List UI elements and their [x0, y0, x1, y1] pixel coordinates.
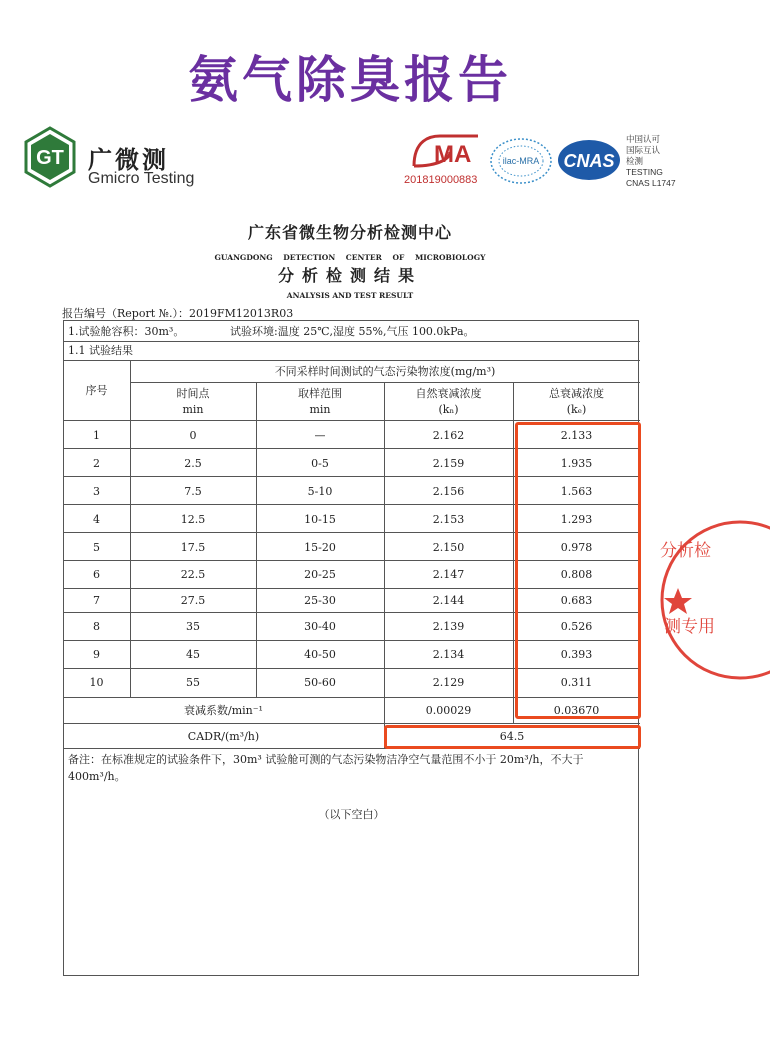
report-title-en: ANALYSIS AND TEST RESULT — [286, 291, 414, 300]
cell-seq: 6 — [93, 568, 100, 581]
seal-text-top: 分析检 — [660, 541, 711, 561]
col-time-unit: min — [182, 403, 204, 416]
logo-text: GT — [36, 147, 64, 169]
cell-natural: 2.134 — [432, 648, 465, 661]
cell-range: 25-30 — [304, 594, 336, 607]
cell-natural: 2.147 — [432, 568, 465, 581]
cell-seq: 8 — [93, 620, 100, 633]
cell-range: 10-15 — [304, 513, 336, 526]
seal-text-bottom: 测专用 — [664, 617, 715, 637]
org-name-cn: 广东省微生物分析检测中心 — [247, 223, 452, 242]
cell-total: 1.563 — [560, 485, 593, 498]
chamber-volume: 1.试验舱容积：30m³。 — [68, 325, 185, 338]
cell-time: 0 — [189, 429, 197, 442]
col-natural: 自然衰减浓度 — [415, 387, 482, 400]
test-environment: 试验环境:温度 25℃,湿度 55%,气压 100.0kPa。 — [230, 325, 475, 338]
cell-time: 45 — [186, 648, 200, 661]
ilac-label: ilac-MRA — [502, 156, 540, 166]
cell-natural: 2.144 — [432, 594, 465, 607]
note-line-1: 备注：在标准规定的试验条件下，30m³ 试验舱可测的气态污染物洁净空气量范围不小于 20m³/h，不大于 — [68, 753, 584, 766]
cell-range: 30-40 — [304, 620, 336, 633]
cnas-logo — [556, 138, 622, 182]
divider — [63, 723, 640, 724]
cell-total: 1.935 — [560, 457, 593, 470]
cell-natural: 2.129 — [432, 676, 465, 689]
cell-seq: 4 — [93, 513, 100, 526]
cell-total: 0.683 — [560, 594, 593, 607]
cma-logo — [410, 132, 484, 170]
cell-time: 12.5 — [180, 513, 206, 526]
cadr-label: CADR/(m³/h) — [187, 730, 260, 743]
brand-name-en: Gmicro Testing — [88, 170, 195, 187]
report-number: 报告编号（Report №.）：2019FM12013R03 — [62, 307, 294, 320]
header-group: 不同采样时间测试的气态污染物浓度(mg/m³) — [274, 365, 496, 378]
col-total-sym: (kₑ) — [566, 403, 587, 416]
cadr-value: 64.5 — [499, 730, 525, 743]
cell-time: 7.5 — [184, 485, 202, 498]
col-seq: 序号 — [85, 384, 108, 397]
cell-total: 0.526 — [560, 620, 593, 633]
cell-time: 55 — [186, 676, 200, 689]
col-total: 总衰减浓度 — [549, 387, 604, 400]
cell-time: 17.5 — [180, 541, 206, 554]
cell-time: 2.5 — [184, 457, 202, 470]
cell-time: 27.5 — [180, 594, 206, 607]
decay-total: 0.03670 — [553, 704, 600, 717]
col-range-unit: min — [309, 403, 331, 416]
ilac-mra-logo — [488, 136, 554, 186]
cell-natural: 2.139 — [432, 620, 465, 633]
gmicro-logo — [24, 126, 76, 188]
cell-total: 0.978 — [560, 541, 593, 554]
org-name-en: GUANGDONG DETECTION CENTER OF MICROBIOLOGY — [214, 253, 486, 262]
cell-total: 0.311 — [560, 676, 593, 689]
brand-name-cn: 广微测 — [88, 146, 169, 174]
divider — [63, 420, 640, 421]
cell-natural: 2.153 — [432, 513, 465, 526]
divider — [63, 341, 640, 342]
cell-range: 50-60 — [304, 676, 336, 689]
decay-label: 衰减系数/min⁻¹ — [184, 704, 263, 717]
cell-natural: 2.150 — [432, 541, 465, 554]
cma-number: 201819000883 — [404, 174, 478, 186]
cell-range: 0-5 — [311, 457, 329, 470]
cell-range: 20-25 — [304, 568, 336, 581]
note-line-2: 400m³/h。 — [68, 770, 126, 783]
divider — [130, 382, 640, 383]
cnas-label: CNAS — [563, 151, 615, 171]
cell-seq: 7 — [93, 594, 100, 607]
col-range: 取样范围 — [298, 387, 342, 400]
total-column-highlight — [515, 422, 641, 719]
cadr-highlight — [384, 725, 641, 749]
seal-star-icon — [664, 588, 692, 614]
cell-natural: 2.156 — [432, 485, 465, 498]
cell-range: 5-10 — [307, 485, 333, 498]
cell-natural: 2.162 — [432, 429, 465, 442]
cell-seq: 9 — [93, 648, 100, 661]
cell-natural: 2.159 — [432, 457, 465, 470]
cell-seq: 1 — [93, 429, 100, 442]
cell-seq: 2 — [93, 457, 100, 470]
cell-seq: 10 — [89, 676, 104, 689]
report-title-cn: 分析检测结果 — [277, 266, 422, 285]
cell-range: — — [314, 429, 326, 442]
banner-title: 氨气除臭报告 — [188, 51, 512, 109]
divider — [63, 360, 640, 361]
blank-note: （以下空白） — [318, 808, 385, 821]
col-time: 时间点 — [176, 387, 210, 400]
section-title: 1.1 试验结果 — [68, 344, 133, 357]
cell-seq: 3 — [93, 485, 100, 498]
cnas-accreditation-text: 中国认可 国际互认 检测 TESTING CNAS L1747 — [626, 134, 676, 188]
cell-total: 0.808 — [560, 568, 593, 581]
cell-total: 2.133 — [560, 429, 593, 442]
official-seal — [650, 520, 770, 680]
cell-time: 22.5 — [180, 568, 206, 581]
decay-natural: 0.00029 — [425, 704, 472, 717]
cell-range: 15-20 — [304, 541, 336, 554]
cell-total: 1.293 — [560, 513, 593, 526]
cell-total: 0.393 — [560, 648, 593, 661]
cell-time: 35 — [186, 620, 200, 633]
cell-seq: 5 — [93, 541, 100, 554]
col-natural-sym: (kₙ) — [438, 403, 459, 416]
cell-range: 40-50 — [304, 648, 336, 661]
cma-label: MA — [434, 141, 472, 168]
